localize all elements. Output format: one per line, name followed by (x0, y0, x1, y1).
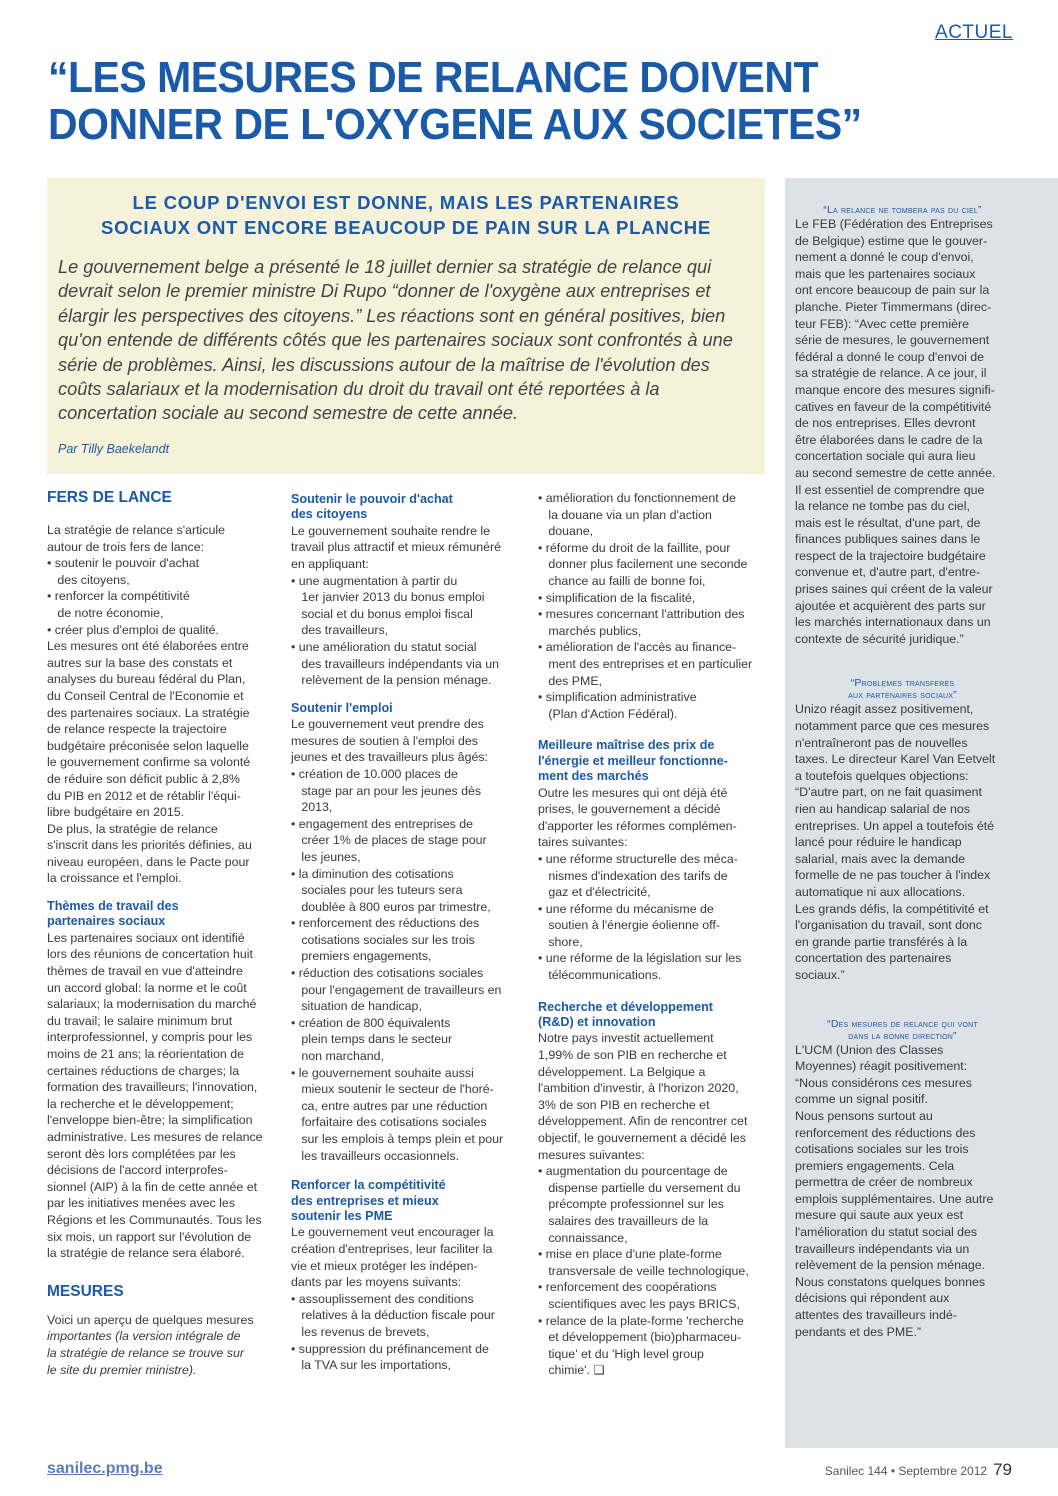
quote-title (795, 1018, 1010, 1042)
text-line: la relance ne tombe pas du ciel, (795, 499, 970, 514)
text-line: vie et mieux protéger les indépen- (291, 1258, 478, 1273)
text-line: Nous pensons surtout au (795, 1108, 933, 1123)
text-line: convenue et, d'autre part, d'entre- (795, 565, 981, 580)
text-line: • suppression du préfinancement de (291, 1341, 489, 1356)
text-line: 1er janvier 2013 du bonus emploi (291, 590, 485, 605)
text-line: des travailleurs indépendants via un (291, 656, 500, 671)
text-line: • augmentation du pourcentage de (538, 1164, 728, 1179)
text-line: Voici un aperçu de quelques mesures (47, 1312, 254, 1327)
website-link[interactable]: sanilec.pmg.be (47, 1460, 163, 1477)
text-line: de relance respecte la trajectoire (47, 722, 227, 737)
text-line: ont encore beaucoup de pain sur la (795, 283, 990, 298)
text-line: six mois, un rapport sur l'évolution de (47, 1229, 252, 1244)
text-line: • une amélioration du statut social (291, 639, 477, 654)
text-line: “Nous considérons ces mesures (795, 1075, 972, 1090)
text-line: ajoutée et acquièrent des parts sur (795, 598, 986, 613)
quote-title (795, 204, 1010, 216)
text-line: “Des mesures de relance qui vont (827, 1017, 978, 1030)
text-line: sionnel (AIP) à la fin de cette année et (47, 1179, 258, 1194)
section-heading: FERS DE LANCE (47, 489, 172, 506)
text-line: • création de 800 équivalents (291, 1015, 451, 1030)
text-line: la stratégie de relance se trouve sur (47, 1345, 244, 1360)
text-line: précompte professionnel sur les (538, 1197, 724, 1212)
text-line: douane, (538, 524, 594, 539)
text-line: des citoyens (291, 507, 368, 522)
text-line: Le FEB (Fédération des Entreprises (795, 217, 993, 231)
text-line: taxes. Le directeur Karel Van Eetvelt (795, 752, 996, 767)
text-line: comme un signal positif. (795, 1092, 928, 1107)
text-line: ment des entreprises et en particulier (538, 656, 753, 671)
text-line: budgétaire préconisée selon laquelle (47, 738, 249, 753)
text-line: travail plus attractif et mieux rémunéré (291, 540, 502, 555)
text-line: • assouplissement des conditions (291, 1291, 474, 1306)
text-line: • une réforme structurelle des méca- (538, 851, 738, 866)
text-line: forfaitaire des cotisations sociales (291, 1115, 487, 1130)
text-line: de notre économie, (47, 605, 164, 620)
text-line: premiers engagements. Cela (795, 1158, 955, 1173)
text-line: permettra de créer de nombreux (795, 1175, 973, 1190)
text-line: • simplification de la fiscalité, (538, 590, 696, 605)
text-line: l'énergie et meilleur fonctionne- (538, 753, 728, 768)
text-line: coûts salariaux et la modernisation du droit du travail ont été reportées à la (58, 379, 660, 400)
text-line: pendants et des PME.” (795, 1324, 922, 1339)
text-line: cotisations sociales sur les trois (795, 1142, 969, 1157)
text-line: fédéral a donné le coup d'envoi de (795, 349, 985, 364)
text-line: des PME, (538, 673, 603, 688)
text-line: social et du bonus emploi fiscal (291, 606, 473, 621)
text-line: les marchés internationaux dans un (795, 615, 991, 630)
text-line: dants par les moyens suivants: (291, 1275, 462, 1290)
text-line: l'amélioration du statut social des (795, 1225, 978, 1240)
text-line: • création de 10.000 places de (291, 766, 458, 781)
text-line: dans la bonne direction” (848, 1029, 957, 1042)
text-line: des travailleurs, (291, 623, 389, 638)
text-line: prises saines qui créent de la valeur (795, 582, 993, 597)
text-line: de réduire son déficit public à 2,8% (47, 771, 240, 786)
text-line: moins de 21 ans; la réorientation de (47, 1047, 244, 1062)
text-line: salarial, mais avec la demande (795, 851, 966, 866)
text-line: Soutenir l'emploi (291, 700, 393, 715)
text-line: Nous constatons quelques bonnes (795, 1274, 986, 1289)
text-line: • la diminution des cotisations (291, 866, 454, 881)
text-line: sociaux.” (795, 967, 845, 982)
text-line: Renforcer la compétitivité (291, 1178, 446, 1193)
text-line: salaires des travailleurs de la (538, 1214, 709, 1228)
text-line: tique' et du 'High level group (538, 1346, 704, 1361)
text-line: • renforcement des réductions des (291, 916, 480, 931)
text-line: finances publiques saines dans le (795, 532, 981, 547)
text-line: d'apporter les réformes complémen- (538, 818, 737, 833)
text-line: attentes des travailleurs indé- (795, 1308, 957, 1323)
text-line: • engagement des entreprises de (291, 816, 474, 831)
text-line: la stratégie de relance sera élaboré. (47, 1246, 245, 1261)
text-line: par les initiatives menées avec les (47, 1196, 236, 1211)
text-line: pour l'engagement de travailleurs en (291, 982, 502, 997)
text-line: scientifiques avec les pays BRICS, (538, 1296, 740, 1311)
text-line: • relance de la plate-forme 'recherche (538, 1313, 744, 1328)
text-line: • le gouvernement souhaite aussi (291, 1065, 474, 1080)
quote-text (795, 216, 1010, 647)
text-line: “D'autre part, on ne fait quasiment (795, 785, 982, 800)
text-line: en grande partie transférés à la (795, 934, 968, 949)
text-line: L'UCM (Union des Classes (795, 1042, 944, 1057)
text-line: en appliquant: (291, 557, 369, 571)
text-line: connaissance, (538, 1230, 628, 1245)
text-line: n'entraîneront pas de nouvelles (795, 735, 968, 750)
text-line: chimie'. ❏ (538, 1363, 605, 1378)
text-line: mais que les partenaires sociaux (795, 266, 976, 281)
text-line: jeunes et des travailleurs plus âgés: (291, 750, 488, 765)
paragraph (291, 523, 523, 689)
text-line: catives en faveur de la compétitivité (795, 399, 992, 414)
text-line: ment des marchés (538, 769, 649, 784)
text-line: • réduction des cotisations sociales (291, 966, 484, 981)
page-number: 79 (993, 1460, 1012, 1479)
text-line: Régions et les Communautés. Tous les (47, 1212, 262, 1227)
text-line: relatives à la déduction fiscale pour (291, 1308, 495, 1323)
text-line: manque encore des mesures signifi- (795, 382, 995, 397)
quote-text (795, 1042, 1010, 1341)
text-line: shore, (538, 934, 583, 949)
text-line: série de problèmes. Ainsi, les discussions autour de la maîtrise de l'évolution des (58, 354, 710, 375)
headline (48, 54, 969, 148)
quote-text (795, 701, 1010, 983)
text-line: • simplification administrative (538, 690, 697, 705)
text-line: les jeunes, (291, 849, 361, 864)
paragraph (538, 1030, 768, 1378)
text-line: la douane via un plan d'action (538, 507, 712, 522)
paragraph (47, 1312, 272, 1378)
subheading (291, 701, 523, 716)
text-line: administrative. Les mesures de relance (47, 1130, 263, 1144)
text-line: • une réforme du mécanisme de (538, 901, 714, 916)
text-line: lancé pour réduire le handicap (795, 835, 962, 850)
text-line: la TVA sur les importations, (291, 1358, 451, 1373)
section-heading: MESURES (47, 1282, 124, 1300)
text-line: autour de trois fers de lance: (47, 539, 205, 554)
text-line: Le gouvernement veut encourager la (291, 1225, 494, 1240)
text-line: Les mesures ont été élaborées entre (47, 639, 249, 654)
text-line: les revenus de brevets, (291, 1324, 430, 1339)
text-line: De plus, la stratégie de relance (47, 821, 218, 836)
text-line: certaines réductions de charges; la (47, 1063, 240, 1078)
text-line: télécommunications. (538, 968, 662, 983)
text-line: décisions de l'accord interprofes- (47, 1163, 228, 1178)
text-line: 1,99% de son PIB en recherche et (538, 1048, 727, 1063)
subheading (538, 738, 768, 784)
text-line: lors des réunions de concertation huit (47, 947, 253, 962)
text-line: marchés publics, (538, 623, 642, 638)
paragraph (47, 522, 272, 887)
text-line: stage par an pour les jeunes dès (291, 783, 482, 798)
text-line: emplois supplémentaires. Une autre (795, 1191, 994, 1206)
text-line: Notre pays investit actuellement (538, 1031, 714, 1046)
sidebar (795, 204, 1010, 1340)
text-line: renforcement des réductions des (795, 1125, 976, 1140)
text-line: Il est essentiel de comprendre que (795, 482, 985, 497)
text-line: aux partenaires sociaux” (848, 689, 957, 702)
text-line: au second semestre de cette année. (795, 465, 996, 480)
text-line: importantes (la version intégrale de (47, 1329, 241, 1344)
text-line: “La relance ne tombera pas du ciel” (823, 204, 982, 216)
text-line: Le gouvernement souhaite rendre le (291, 523, 491, 538)
subheading (291, 1178, 523, 1224)
text-line: s'inscrit dans les priorités définies, au (47, 838, 252, 853)
intro-text (58, 255, 766, 426)
text-line: la recherche et le développement; (47, 1096, 234, 1111)
text-line: analyses du bureau fédéral du Plan, (47, 672, 246, 687)
text-line: nismes d'indexation des tarifs de (538, 868, 728, 883)
text-line: Les grands défis, la compétitivité et (795, 901, 989, 916)
text-line: formation des travailleurs; l'innovation, (47, 1080, 258, 1095)
text-line: de nos entreprises. Elles devront (795, 416, 976, 431)
text-line: sociales pour les tuteurs sera (291, 883, 463, 898)
text-line: rien au handicap salarial de nos (795, 802, 970, 816)
text-line: les travailleurs occasionnels. (291, 1148, 460, 1163)
subheading (291, 492, 523, 523)
text-line: mesure qui saute aux yeux est (795, 1208, 964, 1223)
text-line: Moyennes) réagit positivement: (795, 1059, 968, 1074)
text-line: concertation des partenaires (795, 951, 952, 966)
text-line: salariaux; la modernisation du marché (47, 997, 257, 1012)
issue-info: Sanilec 144 • Septembre 2012 (824, 1464, 988, 1478)
text-line: nement a donné le coup d'envoi, (795, 250, 974, 265)
text-line: transversale de veille technologique, (538, 1263, 749, 1278)
paragraph (291, 716, 523, 1164)
text-line: dispense partielle du versement du (538, 1180, 741, 1195)
text-line: • amélioration du fonctionnement de (538, 491, 736, 505)
column-3 (538, 490, 768, 1379)
text-line: • mise en place d'une plate-forme (538, 1247, 722, 1262)
text-line: premiers engagements, (291, 949, 432, 964)
text-line: La stratégie de relance s'articule (47, 523, 226, 537)
paragraph (291, 1224, 523, 1373)
text-line: situation de handicap, (291, 999, 422, 1014)
text-line: • amélioration de l'accès au finance- (538, 640, 737, 655)
text-line: objectif, le gouvernement a décidé les (538, 1131, 747, 1146)
text-line: Le gouvernement veut prendre des (291, 717, 484, 732)
text-line: entreprises. Un appel a toutefois été (795, 818, 995, 833)
text-line: décisions qui répondent aux (795, 1291, 950, 1306)
text-line: • renforcer la compétitivité (47, 589, 190, 604)
quote-title (795, 677, 1010, 701)
text-line: et développement (bio)pharmaceu- (538, 1330, 742, 1345)
headline-line: DONNER DE L'OXYGENE AUX SOCIETES” (48, 100, 862, 149)
byline: Par Tilly Baekelandt (58, 442, 170, 456)
text-line: • créer plus d'emploi de qualité. (47, 622, 220, 637)
text-line: Soutenir le pouvoir d'achat (291, 492, 453, 506)
text-line: un accord global: la norme et le coût (47, 980, 247, 995)
text-line: respect de la trajectoire budgétaire (795, 548, 986, 563)
text-line: le gouvernement confirme sa volonté (47, 755, 251, 770)
text-line: • mesures concernant l'attribution des (538, 607, 745, 622)
subheading (538, 1000, 768, 1031)
text-line: (Plan d'Action Fédéral). (538, 706, 678, 721)
text-line: (R&D) et innovation (538, 1015, 656, 1030)
text-line: • réforme du droit de la faillite, pour (538, 540, 731, 555)
text-line: Thèmes de travail des (47, 899, 179, 914)
text-line: • soutenir le pouvoir d'achat (47, 556, 200, 571)
text-line: concertation sociale qui aura lieu (795, 449, 976, 464)
text-line: soutenir les PME (291, 1209, 393, 1223)
text-line: du travail; le salaire minimum brut (47, 1013, 233, 1028)
text-line: libre budgétaire en 2015. (47, 805, 185, 820)
text-line: mesures de soutien à l'emploi des (291, 733, 478, 748)
text-line: élargir les perspectives des citoyens.” Les réactions sont en général positives, bien (58, 305, 726, 326)
text-line: du Conseil Central de l'Economie et (47, 688, 244, 703)
text-line: l'organisation du travail, sont donc (795, 918, 982, 933)
text-line: concertation sociale au second semestre de cette année. (58, 403, 519, 424)
text-line: mais est le résultat, d'une part, de (795, 515, 981, 530)
text-line: travailleurs indépendants via un (795, 1241, 970, 1256)
text-line: soutien à l'énergie éolienne off- (538, 918, 720, 933)
text-line: mieux soutenir le secteur de l'horé- (291, 1082, 494, 1097)
text-line: seront dès lors complétées par les (47, 1146, 236, 1161)
text-line: qu'on entende de différents côtés que les partenaires sociaux sont confrontés à une (58, 330, 733, 351)
text-line: la croissance et l'emploi. (47, 871, 182, 886)
text-line: sur les emplois à temps plein et pour (291, 1132, 504, 1146)
text-line: notamment parce que ces mesures (795, 719, 990, 734)
subheading (47, 899, 272, 930)
text-line: de Belgique) estime que le gouver- (795, 233, 988, 248)
text-line: développement. La Belgique a (538, 1064, 706, 1079)
text-line: 3% de son PIB en recherche et (538, 1097, 710, 1112)
text-line: • une augmentation à partir du (291, 573, 458, 588)
text-line: plein temps dans le secteur (291, 1032, 453, 1047)
text-line: • une réforme de la législation sur les (538, 951, 742, 966)
text-line: Le gouvernement belge a présenté le 18 juillet dernier sa stratégie de relance qui (58, 257, 712, 277)
intro-title-line: LE COUP D'ENVOI EST DONNE, MAIS LES PARTENAIRES (132, 192, 680, 213)
text-line: partenaires sociaux (47, 914, 166, 929)
text-line: création d'entreprises, leur faciliter la (291, 1242, 493, 1256)
text-line: automatique ni aux allocations. (795, 884, 966, 899)
text-line: du PIB en 2012 et de rétablir l'équi- (47, 788, 241, 803)
text-line: l'enveloppe bien-être; la simplification (47, 1113, 253, 1128)
text-line: prises, le gouvernement a décidé (538, 802, 721, 817)
text-line: développement. Afin de rencontrer cet (538, 1114, 748, 1129)
text-line: “Problemes transferes (850, 677, 955, 690)
text-line: a toutefois quelques objections: (795, 768, 969, 783)
page-footer (825, 1460, 1012, 1480)
text-line: formelle de ne pas toucher à l'index (795, 868, 991, 883)
text-line: niveau européen, dans le Pacte pour (47, 854, 250, 869)
intro-title-line: SOCIAUX ONT ENCORE BEAUCOUP DE PAIN SUR LA PLANCHE (100, 217, 712, 238)
text-line: Outre les mesures qui ont déjà été (538, 785, 728, 800)
text-line: gaz et d'électricité, (538, 885, 651, 900)
text-line: donner plus facilement une seconde (538, 557, 748, 572)
text-line: planche. Pieter Timmermans (direc- (795, 299, 992, 314)
column-2 (291, 492, 523, 1374)
text-line: taires suivantes: (538, 835, 628, 850)
intro-title (55, 190, 757, 240)
text-line: le site du premier ministre). (47, 1362, 197, 1377)
text-line: autres sur la base des constats et (47, 655, 233, 670)
column-1 (47, 488, 272, 1378)
text-line: des entreprises et mieux (291, 1193, 439, 1208)
headline-line: “LES MESURES DE RELANCE DOIVENT (48, 53, 818, 102)
text-line: teur FEB): “Avec cette première (795, 316, 969, 331)
section-tag[interactable]: ACTUEL (935, 22, 1013, 43)
text-line: des citoyens, (47, 572, 130, 587)
text-line: sa stratégie de relance. A ce jour, il (795, 366, 987, 381)
text-line: relèvement de la pension ménage. (795, 1258, 986, 1273)
text-line: série de mesures, le gouvernement (795, 333, 990, 348)
text-line: non marchand, (291, 1049, 384, 1064)
text-line: 2013, (291, 800, 333, 815)
text-line: cotisations sociales sur les trois (291, 932, 475, 947)
text-line: Meilleure maîtrise des prix de (538, 738, 715, 753)
text-line: ca, entre autres par une réduction (291, 1098, 488, 1113)
text-line: des partenaires sociaux. La stratégie (47, 705, 250, 720)
text-line: Recherche et développement (538, 999, 713, 1014)
paragraph (47, 930, 272, 1262)
text-line: Unizo réagit assez positivement, (795, 702, 974, 717)
text-line: être élaborées dans le cadre de la (795, 432, 983, 447)
text-line: chance au failli de bonne foi, (538, 573, 706, 588)
text-line: créer 1% de places de stage pour (291, 833, 487, 848)
text-line: thèmes de travail en vue d'atteindre (47, 964, 243, 979)
text-line: • renforcement des coopérations (538, 1280, 717, 1295)
paragraph (538, 785, 768, 984)
text-line: interprofessionnel, y compris pour les (47, 1030, 253, 1045)
text-line: l'ambition d'investir, à l'horizon 2020, (538, 1081, 739, 1096)
text-line: relèvement de la pension ménage. (291, 673, 492, 688)
paragraph (538, 490, 768, 722)
text-line: contexte de sécurité juridique.” (795, 631, 964, 646)
text-line: mesures suivantes: (538, 1147, 645, 1162)
text-line: devrait selon le premier ministre Di Rupo “donner de l'oxygène aux entreprises et (58, 281, 711, 302)
text-line: Les partenaires sociaux ont identifié (47, 930, 245, 945)
text-line: doublée à 800 euros par trimestre, (291, 899, 491, 914)
